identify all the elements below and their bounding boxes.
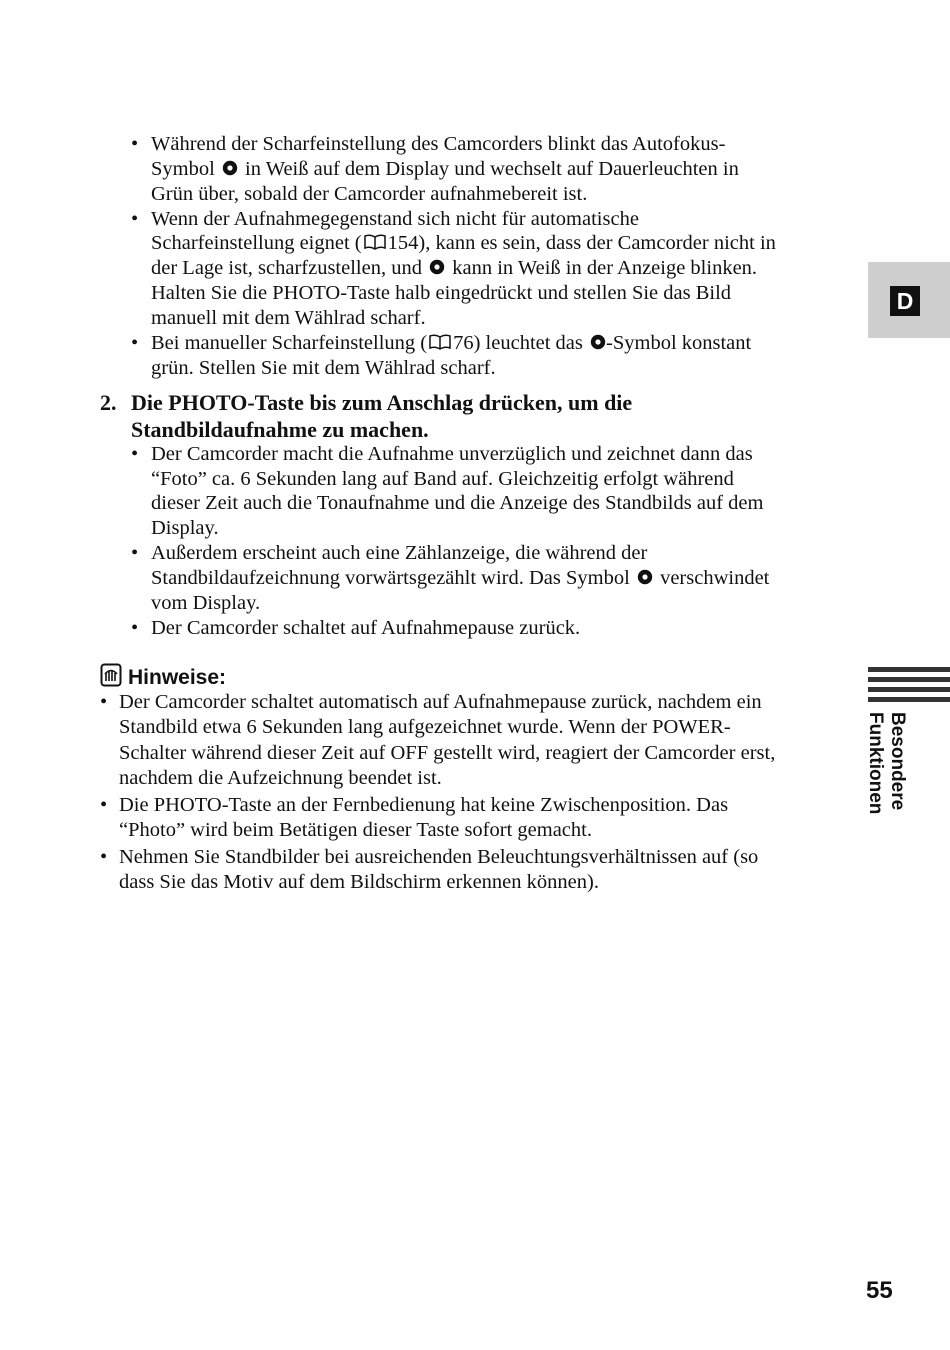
body-line: Halten Sie die PHOTO-Taste halb eingedrückt und stellen Sie das Bild [151, 282, 732, 304]
line-text: Standbildaufzeichnung vorwärtsgezählt wird. Das Symbol [151, 567, 630, 589]
bullet-marker: • [131, 208, 139, 230]
note-line: dass Sie das Motiv auf dem Bildschirm erkennen können). [119, 871, 599, 893]
page-number: 55 [866, 1277, 893, 1304]
notes-heading-text: Hinweise: [128, 666, 227, 689]
note-line: Die PHOTO-Taste an der Fernbedienung hat keine Zwischenposition. Das [119, 794, 729, 816]
body-line: Der Camcorder macht die Aufnahme unverzüglich und zeichnet dann das [151, 443, 753, 465]
note-line: Nehmen Sie Standbilder bei ausreichenden Beleuchtungsverhältnissen auf (so [119, 846, 759, 868]
book-reference-icon [364, 234, 386, 250]
line-text: 154), kann es sein, dass der Camcorder nicht in [387, 232, 776, 254]
autofocus-icon [222, 160, 238, 176]
section-label-line: Funktionen [865, 712, 886, 815]
body-line [151, 331, 751, 356]
bullet-marker: • [131, 542, 139, 564]
line-text: kann in Weiß in der Anzeige blinken. [452, 257, 758, 279]
line-text: der Lage ist, scharfzustellen, und [151, 257, 422, 279]
body-line [151, 566, 769, 591]
note-line: Schalter während dieser Zeit auf OFF gestellt wird, reagiert der Camcorder erst, [119, 742, 776, 764]
body-line: Außerdem erscheint auch eine Zählanzeige, die während der [151, 542, 648, 564]
body-line: Der Camcorder schaltet auf Aufnahmepause zurück. [151, 617, 581, 639]
body-line: grün. Stellen Sie mit dem Wählrad scharf. [151, 357, 496, 379]
body-line [151, 157, 739, 182]
note-line: nachdem die Aufzeichnung beendet ist. [119, 767, 442, 789]
body-line [151, 231, 776, 256]
autofocus-icon [590, 334, 606, 350]
note-line: Standbild etwa 6 Sekunden lang aufgezeichnet wurde. Wenn der POWER- [119, 716, 731, 738]
step-number: 2. [100, 390, 117, 415]
step-title: Standbildaufnahme zu machen. [131, 417, 429, 442]
section-bar [868, 697, 950, 702]
language-tab [868, 262, 950, 338]
body-line: manuell mit dem Wählrad scharf. [151, 307, 426, 329]
line-text: Symbol [151, 158, 215, 180]
note-line: Der Camcorder schaltet automatisch auf Aufnahmepause zurück, nachdem ein [119, 691, 762, 713]
line-text: Scharfeinstellung eignet ( [151, 232, 362, 254]
section-bar [868, 667, 950, 672]
book-reference-icon [429, 334, 451, 350]
line-text: -Symbol konstant [606, 332, 752, 354]
body-line: Display. [151, 517, 219, 539]
body-line: vom Display. [151, 592, 261, 614]
section-label-line: Besondere [887, 712, 908, 811]
line-text: 76) leuchtet das [453, 332, 583, 354]
body-line: “Foto” ca. 6 Sekunden lang auf Band auf. Gleichzeitig erfolgt während [151, 468, 734, 490]
bullet-marker: • [100, 846, 108, 868]
body-line: dieser Zeit auch die Tonaufnahme und die Anzeige des Standbilds auf dem [151, 492, 764, 514]
autofocus-icon [429, 259, 445, 275]
autofocus-icon [637, 569, 653, 585]
memo-icon [100, 663, 122, 687]
line-text: verschwindet [660, 567, 770, 589]
notes-heading [100, 663, 226, 689]
bullet-marker: • [100, 794, 108, 816]
step-title: Die PHOTO-Taste bis zum Anschlag drücken, um die [131, 390, 633, 415]
body-line: Grün über, sobald der Camcorder aufnahmebereit ist. [151, 183, 588, 205]
section-marker-bars [868, 667, 950, 707]
body-line: Wenn der Aufnahmegegenstand sich nicht für automatische [151, 208, 639, 230]
bullet-marker: • [100, 691, 108, 713]
line-text: in Weiß auf dem Display und wechselt auf Dauerleuchten in [245, 158, 739, 180]
bullet-marker: • [131, 133, 139, 155]
line-text: Bei manueller Scharfeinstellung ( [151, 332, 428, 354]
bullet-marker: • [131, 443, 139, 465]
bullet-marker: • [131, 332, 139, 354]
note-line: “Photo” wird beim Betätigen dieser Taste sofort gemacht. [119, 819, 592, 841]
bullet-marker: • [131, 617, 139, 639]
body-line [151, 256, 757, 281]
section-side-label [864, 712, 908, 814]
body-line: Während der Scharfeinstellung des Camcorders blinkt das Autofokus- [151, 133, 726, 155]
section-bar [868, 687, 950, 692]
section-bar [868, 677, 950, 682]
language-tab-letter: D [890, 286, 920, 316]
